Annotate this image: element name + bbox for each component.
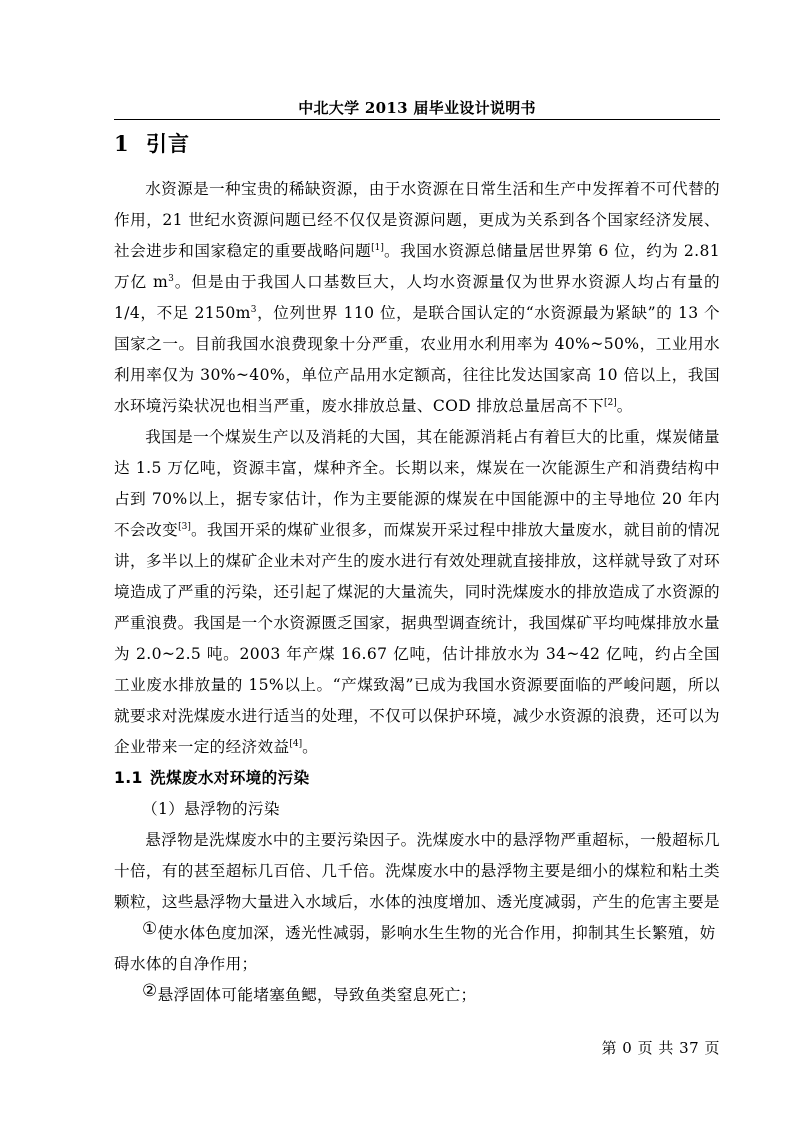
subsection-heading: （1）悬浮物的污染 bbox=[142, 800, 280, 818]
paragraph-coal-production: 我国是一个煤炭生产以及消耗的大国，其在能源消耗占有着巨大的比重，煤炭储量达 1.5 万亿吨，资源丰富，煤种齐全。长期以来，煤炭在一次能源生产和消费结构中占到 70%以上，据专家估计，作为主要能源的煤炭在中国能源中的主导地位 20 年内不会改变[3]。我国开采的煤矿业很多，而煤炭开采过程中排放大量废水，就目前的情况讲，多半以上的煤矿企业未对产生的废水进行有效处理就直接排放，这样就导致了对环境造成了严重的污染，还引起了煤泥的大量流失，同时洗煤废水的排放造成了水资源的严重浪费。我国是一个水资源匮乏国家，据典型调查统计，我国煤矿平均吨煤排放水量为 2.0~2.5 吨。2003 年产煤 16.67 亿吨，估计排放水为 34~42 亿吨，约占全国工业废水排放量的 15%以上。“产煤致渴”已成为我国水资源要面临的严峻问题，所以就要求对洗煤废水进行适当的处理，不仅可以保护环境，减少水资源的浪费，还可以为企业带来一定的经济效益[4]。 bbox=[114, 428, 720, 756]
section-heading bbox=[114, 763, 720, 794]
paragraph-water-resources: 水资源是一种宝贵的稀缺资源，由于水资源在日常生活和生产中发挥着不可代替的作用，21 世纪水资源问题已经不仅仅是资源问题，更成为关系到各个国家经济发展、社会进步和国家稳定的重要战略问题[1]。我国水资源总储量居世界第 6 位，约为 2.81 万亿 $m^3$。但是由于我国人口基数巨大，人均水资源量仅为世界水资源人均占有量的 1/4，不足 $2150m^3$，位列世界 110 位，是联合国认定的“水资源最为紧缺”的 13 个国家之一。目前我国水浪费现象十分严重，农业用水利用率为 40%~50%，工业用水利用率仅为 30%~40%，单位产品用水定额高，往往比发达国家高 10 倍以上，我国水环境污染状况也相当严重，废水排放总量、COD 排放总量居高不下[2]。 bbox=[114, 180, 721, 415]
citation-1: [1] bbox=[371, 242, 384, 253]
citation-2: [2] bbox=[604, 397, 617, 408]
body-text bbox=[114, 174, 720, 1011]
page-footer: 第 0 页 共 37 页 bbox=[601, 1039, 720, 1057]
section-title: 洗煤废水对环境的污染 bbox=[150, 769, 310, 787]
chapter-title: 引言 bbox=[146, 131, 190, 156]
citation-3: [3] bbox=[178, 521, 191, 532]
running-header: 中北大学 2013 届毕业设计说明书 bbox=[298, 99, 536, 117]
list-item: ②悬浮固体可能堵塞鱼鳃，导致鱼类窒息死亡； bbox=[142, 981, 477, 1004]
superscript-3: 3 bbox=[250, 304, 257, 315]
chapter-number: 1 bbox=[114, 131, 130, 156]
paragraph-suspended-solids: 悬浮物是洗煤废水中的主要污染因子。洗煤废水中的悬浮物严重超标，一般超标几十倍，有的甚至超标几百倍、几千倍。洗煤废水中的悬浮物主要是细小的煤粒和粘土类颗粒，这些悬浮物大量进入水域后，水体的浊度增加、透光度减弱，产生的危害主要是 bbox=[114, 831, 720, 911]
chapter-heading bbox=[114, 128, 190, 158]
section-number: 1.1 bbox=[114, 769, 143, 787]
list-item: ①使水体色度加深，透光性减弱，影响水生生物的光合作用，抑制其生长繁殖，妨 碍水体的自净作用； bbox=[114, 919, 716, 973]
header-rule bbox=[114, 119, 720, 120]
superscript-3: 3 bbox=[168, 273, 175, 284]
citation-4: [4] bbox=[289, 738, 303, 749]
